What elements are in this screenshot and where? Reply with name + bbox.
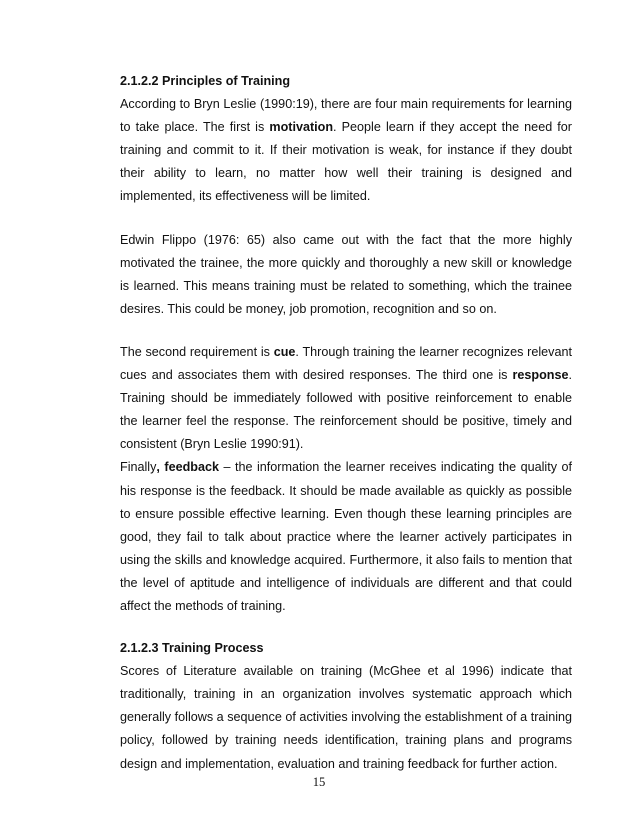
text-span: The second requirement is <box>120 344 274 359</box>
section-heading-training-process: 2.1.2.3 Training Process <box>120 641 264 656</box>
text-span: . Training should be immediately followed with positive reinforcement to enable the learner feel the response. The reinforcement should be positive, timely and consistent (Bryn Leslie 1990:91). <box>120 368 572 452</box>
bold-term-feedback: , feedback <box>156 460 219 475</box>
text-span: . People learn if they accept the need for training and commit to it. If their motivation is weak, for instance if they doubt their ability to learn, no matter how well their training is designed and implemented, its effectiveness will be limited. <box>120 120 572 204</box>
bold-term-response: response <box>512 368 569 383</box>
text-span: Finally <box>120 460 157 475</box>
bold-term-motivation: motivation <box>269 120 334 135</box>
page-number: 15 <box>312 775 326 789</box>
text-span: – the information the learner receives indicating the quality of his response is the feedback. It should be made available as quickly as possible to ensure possible effective learning. Even though these learning principles are good, they fail to talk about practice where the learner actively participates in using the skills and knowledge acquired. Furthermore, it also fails to mention that the level of aptitude and intelligence of individuals are different and that could affect the methods of training. <box>120 460 572 613</box>
paragraph-feedback <box>120 456 572 618</box>
section-heading-principles: 2.1.2.2 Principles of Training <box>120 74 291 88</box>
text-span: . Through training the learner recognizes relevant cues and associates them with desired responses. The third one is <box>120 344 572 383</box>
paragraph-flippo: Edwin Flippo (1976: 65) also came out with the fact that the more highly motivated the trainee, the more quickly and thoroughly a new skill or knowledge is learned. This means training must be related to something, which the trainee desires. This could be money, job promotion, recognition and so on. <box>120 232 572 316</box>
page-content <box>120 70 572 776</box>
bold-term-cue: cue <box>273 344 296 359</box>
paragraph-training-process: Scores of Literature available on training (McGhee et al 1996) indicate that traditionally, training in an organization involves systematic approach which generally follows a sequence of activities involving the establishment of a training policy, followed by training needs identification, training plans and programs design and implementation, evaluation and training feedback for further action. <box>120 664 572 771</box>
paragraph-motivation <box>120 93 572 208</box>
paragraph-cue-response <box>120 341 572 456</box>
text-span: According to Bryn Leslie (1990:19), there are four main requirements for learning to take place. The first is <box>120 97 572 135</box>
